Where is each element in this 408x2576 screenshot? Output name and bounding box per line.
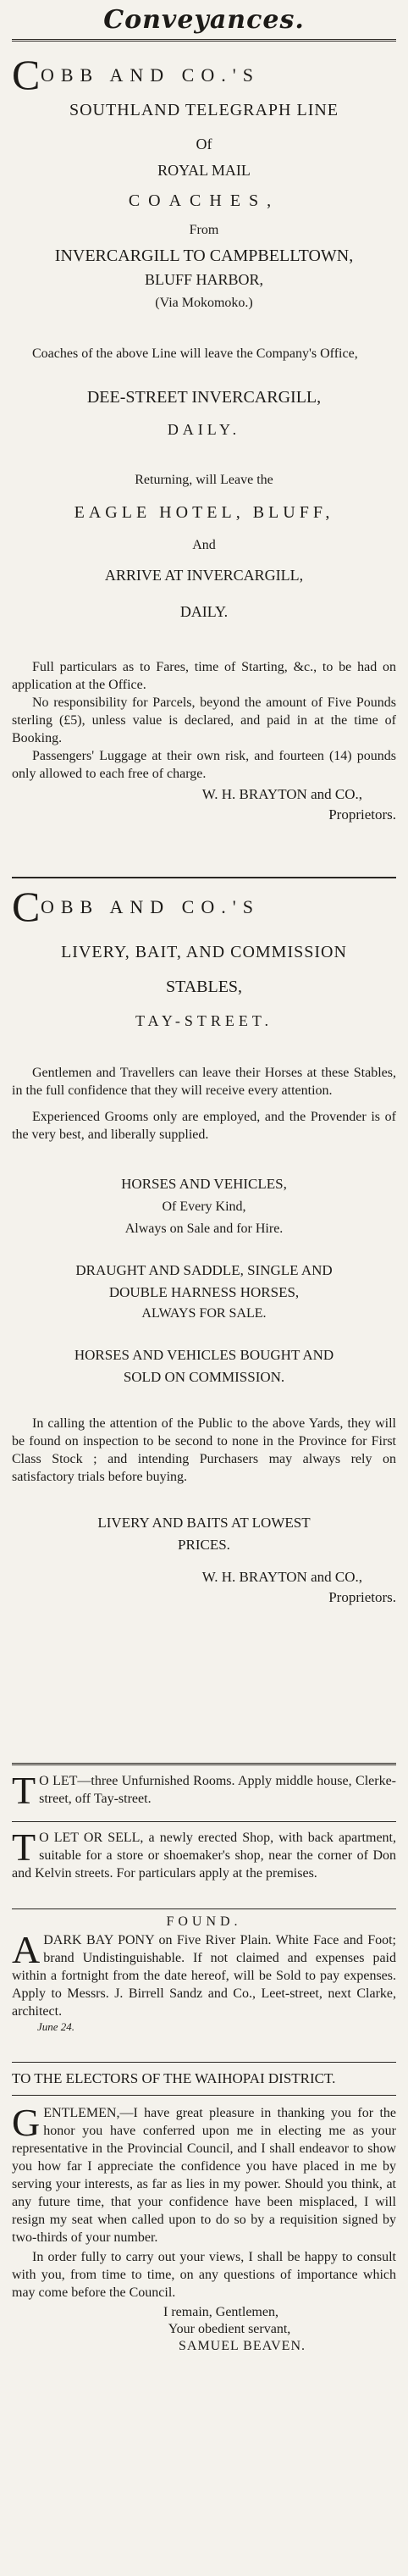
ad1-route2: BLUFF HARBOR, [144, 271, 264, 288]
cobb-stables-ad [12, 878, 396, 1763]
ad6-para2: In order fully to carry out your views, I shall be happy to consult with you, from time to time, on any questions of importance which may come before the Council. [12, 2250, 396, 2300]
ad6-para1: ENTLEMEN,—I have great pleasure in thanking you for the honor you have conferred upon me in electing me as your representative in the Provincial Council, and I shall endeavor to show you how far I appreciate the confidence you have placed in me by serving your interests, as far as lies in my power. Should you think, at any future time, that your confidence have been misplaced, I will resign my seat when called upon to do so by a requisition signed by two-thirds of your number. [12, 2106, 396, 2245]
ad2-bought1: HORSES AND VEHICLES BOUGHT AND [74, 1347, 334, 1363]
ad1-para1: Full particulars as to Fares, time of Starting, &c., to be had on application at the Office. [12, 660, 396, 692]
ad3-text-block [12, 1769, 396, 1812]
ad5-drop-cap: A [12, 1928, 41, 1971]
ad2-bought2: SOLD ON COMMISSION. [123, 1369, 285, 1385]
ad2-hv-title: HORSES AND VEHICLES, [121, 1176, 287, 1192]
ad2-para1: Gentlemen and Travellers can leave their Horses at these Stables, in the full confidence that they will receive every attention. [12, 1066, 396, 1098]
ad4-text: O LET OR SELL, a newly erected Shop, with back apartment, suitable for a store or shoemaker's shop, near the corner of Don and Kelvin streets. For particulars apply at the premises. [12, 1831, 396, 1881]
ad1-signature-name: W. H. BRAYTON and CO., [201, 786, 362, 802]
ad2-draught3: ALWAYS FOR SALE. [141, 1306, 267, 1321]
ad2-hv-sub1: Of Every Kind, [162, 1199, 246, 1214]
ad1-of1: Of [196, 136, 212, 152]
ad1-office: DEE-STREET INVERCARGILL, [86, 388, 322, 407]
ad6-heading: TO THE ELECTORS OF THE WAIHOPAI DISTRICT. [12, 2070, 336, 2086]
section-masthead: Conveyances. [103, 5, 305, 35]
ad1-para3: Passengers' Luggage at their own risk, and fourteen (14) pounds only allowed to each free of charge. [12, 749, 396, 781]
ad6-signature: SAMUEL BEAVEN. [178, 2339, 306, 2353]
ad1-via: (Via Mokomoko.) [155, 296, 253, 310]
ad1-line2: ROYAL MAIL [157, 162, 251, 179]
ad2-hv-sub2: Always on Sale and for Hire. [124, 1222, 284, 1236]
ad1-from: From [189, 223, 219, 237]
ad1-signature-title: Proprietors. [328, 806, 396, 823]
to-let-or-sell-ad [12, 1822, 396, 1908]
ad1-drop-cap: C [12, 51, 41, 98]
ad2-drop-cap: C [12, 883, 41, 930]
ad1-line3: COACHES, [128, 191, 280, 210]
ad1-leave-text: Coaches of the above Line will leave the Company's Office, [32, 346, 358, 361]
ad1-line1: SOUTHLAND TELEGRAPH LINE [69, 101, 339, 119]
ad3-text: O LET—three Unfurnished Rooms. Apply middle house, Clerke-street, off Tay-street. [39, 1774, 396, 1806]
ad2-para3: In calling the attention of the Public to the above Yards, they will be found on inspection to be second to none in the Province for First Class Stock ; and intending Purchasers may always rely on satisfactory trials before buying. [12, 1416, 396, 1484]
ad6-drop-cap: G [12, 2101, 41, 2144]
ad2-line2: STABLES, [165, 978, 243, 996]
ad1-route1: INVERCARGILL TO CAMPBELLTOWN, [54, 247, 354, 265]
ad4-text-block [12, 1825, 396, 1882]
ad2-headline [12, 883, 396, 930]
ad2-lowest2: PRICES. [178, 1537, 230, 1553]
ad2-line1: LIVERY, BAIT, AND COMMISSION [61, 943, 347, 961]
ad6-para1-block [12, 2101, 396, 2246]
ad6-close2: Your obedient servant, [168, 2322, 291, 2336]
ad2-headline-rest: OBB AND CO.'S [41, 896, 260, 917]
ad5-date: June 24. [37, 2020, 75, 2033]
ad1-daily1: DAILY. [167, 421, 241, 438]
ad1-daily2: DAILY. [179, 603, 229, 620]
ad2-lowest1: LIVERY AND BAITS AT LOWEST [97, 1515, 311, 1531]
ad1-returning: Returning, will Leave the [135, 473, 273, 487]
ad1-para2: No responsibility for Parcels, beyond the amount of Five Pounds sterling (£5), unless value is declared, and paid in at the time of Booking. [12, 695, 396, 745]
ad1-hotel: EAGLE HOTEL, BLUFF, [74, 503, 334, 522]
ad2-para2: Experienced Grooms only are employed, and the Provender is of the very best, and liberally supplied. [12, 1110, 396, 1142]
ad1-and: And [192, 538, 216, 552]
found-ad [12, 1909, 396, 2062]
ad1-headline [12, 51, 396, 98]
electors-notice [12, 2063, 396, 2544]
ad6-close1: I remain, Gentlemen, [163, 2305, 278, 2319]
ad2-draught1: DRAUGHT AND SADDLE, SINGLE AND [75, 1262, 333, 1278]
ad2-signature-title: Proprietors. [328, 1589, 396, 1605]
ad6-heading-rule [12, 2095, 396, 2096]
ad2-line3: TAY-STREET. [135, 1012, 273, 1029]
ad5-text: DARK BAY PONY on Five River Plain. White Face and Foot; brand Undistinguishable. If not claimed and expenses paid within a fortnight from the date hereof, will be Sold to pay expenses. Apply to Messrs. J. Birrell Sandz and Co., Leet-street, next Clarke, architect. [12, 1933, 396, 2019]
ad5-text-block [12, 1928, 396, 2020]
ad2-draught2: DOUBLE HARNESS HORSES, [108, 1284, 300, 1300]
ad2-signature-name: W. H. BRAYTON and CO., [201, 1569, 362, 1585]
cobb-coaches-ad [12, 42, 396, 877]
ad1-headline-rest: OBB AND CO.'S [41, 64, 260, 86]
ad5-title: FOUND. [166, 1914, 242, 1929]
to-let-ad [12, 1765, 396, 1821]
ad1-arrive: ARRIVE AT INVERCARGILL, [104, 567, 304, 584]
ad4-drop-cap: T [12, 1825, 36, 1869]
ad3-drop-cap: T [12, 1769, 36, 1812]
